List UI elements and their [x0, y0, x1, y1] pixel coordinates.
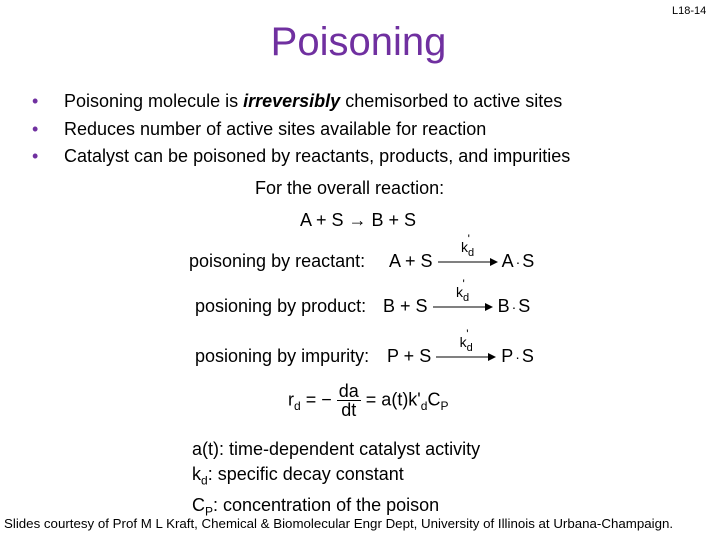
overall-reaction-label: For the overall reaction: [255, 178, 445, 198]
rate-constant: ' $k_d$ [461, 232, 475, 260]
bullet-item: • Reduces number of active sites available for reaction [32, 116, 570, 144]
reaction-left: P + S [387, 346, 432, 366]
rate-constant: ' $k_d$ [459, 327, 473, 355]
bullet-symbol: • [32, 91, 39, 111]
bullet-list [32, 88, 570, 171]
bullet-item: • Catalyst can be poisoned by reactants, products, and impurities [32, 143, 570, 171]
reaction-label: posioning by impurity: [195, 346, 370, 366]
reaction-arrow [436, 327, 496, 362]
bullet-item: • Poisoning molecule is irreversibly chemisorbed to active sites [32, 88, 570, 116]
reaction-arrow [438, 232, 498, 267]
slide-title: Poisoning [270, 20, 447, 64]
reaction-left: A + S [389, 251, 433, 271]
overall-equation: A + S → B + S [300, 210, 417, 230]
reaction-label: poisoning by reactant: [189, 251, 366, 271]
derivative-fraction: $\frac{da}{dt}$ [338, 381, 359, 420]
definition-item: a(t): time-dependent catalyst activity [192, 439, 481, 459]
rate-constant: ' $k_d$ [455, 277, 470, 305]
footer-credit: Slides courtesy of Prof M L Kraft, Chemical & Biomolecular Engr Dept, University of Illinois at Urbana-Champaign. [4, 516, 674, 531]
definition-item: $C_P$: concentration of the poison [192, 494, 440, 519]
reaction-left: B + S [383, 296, 428, 316]
reaction-label: posioning by product: [195, 296, 367, 316]
reaction-row-impurity: posioning by impurity: P + S ' $k_d$ P · S [195, 327, 534, 366]
definitions [192, 437, 480, 524]
emphasis-text: irreversibly [243, 91, 341, 111]
reaction-row-product: posioning by product: B + S ' $k_d$ B · S [195, 277, 531, 316]
bullet-symbol: • [32, 118, 39, 139]
slide-number: L18-14 [672, 5, 707, 17]
reaction-arrow [433, 277, 493, 312]
bullet-symbol: • [32, 146, 39, 166]
definition-item: $k_d$: specific decay constant [192, 463, 404, 488]
reaction-row-reactant: poisoning by reactant: A + S ' $k_d$ A · S [189, 232, 535, 271]
rate-equation: $r_d$ = − $\frac{da}{dt}$ = $a(t)k'_dC_P$ [288, 381, 449, 420]
